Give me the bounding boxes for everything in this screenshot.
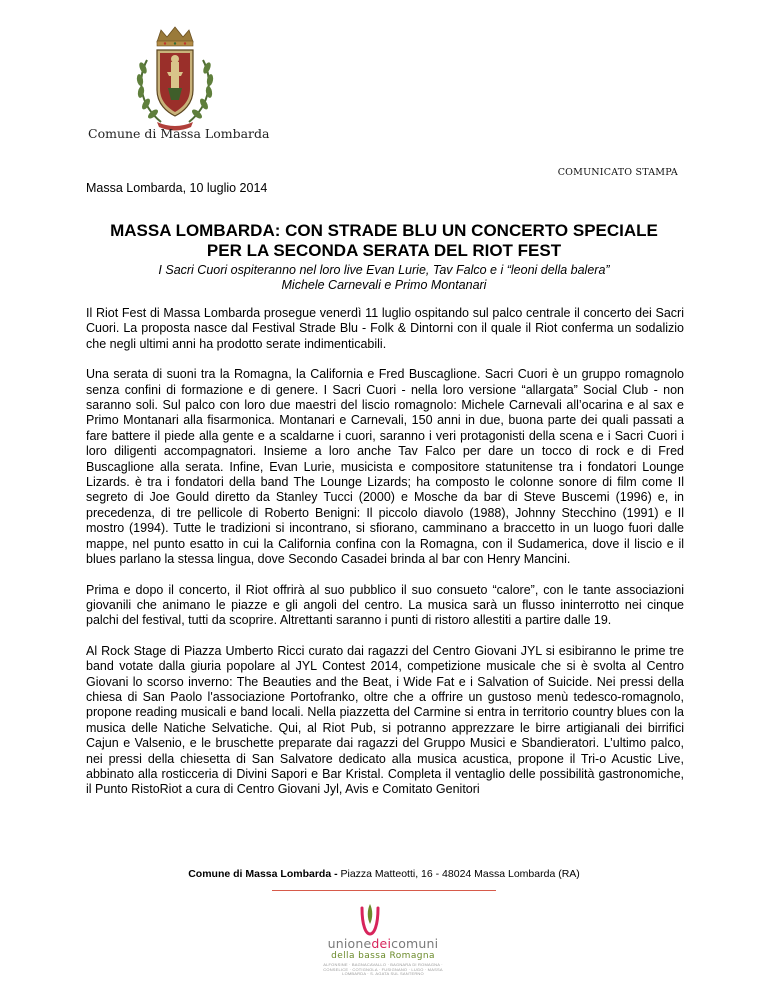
footer-divider [272,890,496,891]
paragraph: Prima e dopo il concerto, il Riot offrirà al suo pubblico il suo consueto “calore”, con le tante associazioni giovanili che animano le piazze e gli angoli del centro. La musica sarà un flusso ininterrotto nei cinque palchi del festival, tutti da scoprire. Altrettanti saranno i punti di ristoro allestiti a partire dalle 19. [86,582,684,628]
unione-u-icon [358,902,382,938]
unione-word: unione [327,936,372,951]
unione-comuni-logo [318,902,448,990]
paragraph: Il Riot Fest di Massa Lombarda prosegue venerdì 11 luglio ospitando sul palco centrale il concerto dei Sacri Cuori. La proposta nasce dal Festival Strade Blu - Folk & Dintorni con il quale il Riot conferma un sodalizio che negli ultimi anni ha prodotto serate indimenticabili. [86,306,684,351]
unione-title [318,936,448,951]
headline [86,221,682,261]
headline-line-1: MASSA LOMBARDA: CON STRADE BLU UN CONCERTO SPECIALE [110,221,658,240]
unione-members: ALFONSINE · BAGNACAVALLO · BAGNARA DI ROMAGNA · CONSELICE · COTIGNOLA · FUSIGNANO · LUGO · MASSA LOMBARDA · S. AGATA SUL SANTERNO [323,962,443,977]
subtitle-line-1: I Sacri Cuori ospiteranno nel loro live Evan Lurie, Tav Falco e i “leoni della balera” [158,263,610,277]
unione-subtitle: della bassa Romagna [331,951,435,961]
article-body [86,306,684,813]
paragraph: Al Rock Stage di Piazza Umberto Ricci curato dai ragazzi del Centro Giovani JYL si esibiranno le prime tre band votate dalla giuria popolare al JYL Contest 2014, competizione musicale che si è svolta al Centro Giovani lo scorso inverno: The Beauties and the Beat, i Wide Fat e i Salvation of Suicide. Nei pressi della chiesa di San Paolo l'associazione Portofranko, oltre che a offrire un gustoso menù tedesco-romagnolo, propone reading musicali e band locali. Nella piazzetta del Carmine si entra in territorio country blues con la musica delle Natiche Selvatiche. Qui, al Riot Pub, si potranno apprezzare le birre artigianali dei birrifici Cajun e Valsenio, e le bruschette preparate dai ragazzi del Gruppo Musici e Sbandieratori. L’ultimo palco, nei pressi della chiesetta di San Salvatore dedicato alla musica acustica, propone il Tri-o Acustic Live, abbinato alla rosticceria di Divini Sapori e Bar Kristal. Completa il ventaglio delle possibilità gastronomiche, il Punto RistoRiot a cura di Centro Giovani Jyl, Avis e Comitato Genitori [86,643,684,797]
headline-line-2: PER LA SECONDA SERATA DEL RIOT FEST [206,241,562,260]
date-line: Massa Lombarda, 10 luglio 2014 [86,181,268,195]
press-release-label: COMUNICATO STAMPA [557,167,678,178]
comuni-word: comuni [391,936,439,951]
subtitle-line-2: Michele Carnevali e Primo Montanari [281,277,487,292]
footer-address [0,868,768,880]
footer-address-text: Piazza Matteotti, 16 - 48024 Massa Lombarda (RA) [340,868,580,880]
footer-org: Comune di Massa Lombarda - [188,868,338,880]
dei-word: dei [371,936,392,951]
subtitle [86,263,682,292]
paragraph: Una serata di suoni tra la Romagna, la California e Fred Buscaglione. Sacri Cuori è un gruppo romagnolo senza confini di formazione e di genere. I Sacri Cuori - nella loro versione “allargata” Social Club - non saranno soli. Sul palco con loro due maestri del liscio romagnolo: Michele Carnevali all’ocarina e al sax e Primo Montanari alla fisarmonica. Montanari e Carnevali, 150 anni in due, buona parte dei quali passati a fare battere il piede alla gente e a scaldarne i cuori, saranno i veri protagonisti della scena e i Sacri Cuori i loro diligenti accompagnatori. Insieme a loro anche Tav Falco per dare un tocco di rock e di Fred Buscaglione alla serata. Infine, Evan Lurie, musicista e compositore statunitense tra i fondatori Lounge Lizards. è tra i fondatori della band The Lounge Lizards; ha composto le colonne sonore di film come Il segreto di Joe Gould diretto da Stanley Tucci (2000) e Mosche da bar di Steve Buscemi (1996) e, in precedenza, di tre pellicole di Roberto Benigni: Il piccolo diavolo (1988), Johnny Stecchino (1991) e Il mostro (1994). Tutte le tradizioni si incontrano, si sfiorano, camminano a braccetto in un luogo fuori dalle mappe, nel punto esatto in cui la California confina con la Romagna, con il Sudamerica, dove il liscio e il blues parlano la stessa lingua, dove Secondo Casadei brinda al bar con Henry Mancini. [86,367,684,567]
comune-name: Comune di Massa Lombarda [88,126,270,141]
coat-of-arms-icon [127,24,223,136]
